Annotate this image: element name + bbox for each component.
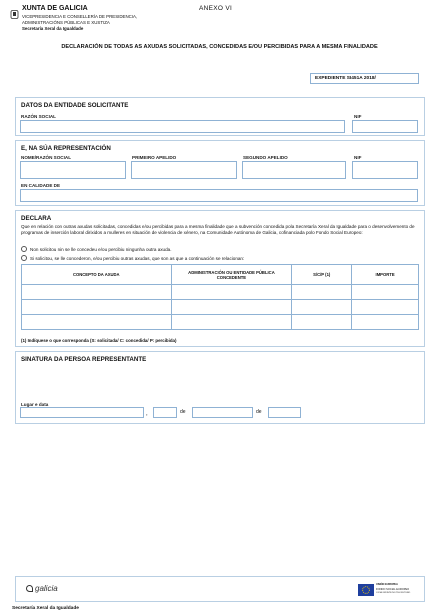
option-none-radio[interactable] [21, 246, 27, 252]
galicia-logo [26, 584, 58, 593]
option-yes-radio[interactable] [21, 255, 27, 261]
representation-section [15, 140, 425, 206]
representation-title: E, NA SÚA REPRESENTACIÓN [21, 145, 111, 152]
org-line-4: Secretaría Xeral da Igualdade [22, 26, 84, 31]
option-none-label: Non solicitou nin se lle concedeu e/ou percibiu ningunha outra axuda. [30, 247, 172, 252]
declara-title: DECLARA [21, 215, 52, 222]
org-line-3: ADMINISTRACIÓNS PÚBLICAS E XUSTIZA [22, 20, 110, 25]
comma-label: , [146, 411, 148, 417]
cell-administration[interactable] [171, 300, 292, 315]
rep-name-label: NOME/RAZÓN SOCIAL [21, 155, 72, 160]
xunta-logo [10, 6, 19, 15]
option-yes-label: Si solicitou, se lle concederon, e/ou percibiu outras axudas, que son as que a continuación se relacionan: [30, 256, 245, 261]
signature-section [15, 351, 425, 424]
entity-title: DATOS DA ENTIDADE SOLICITANTE [21, 102, 129, 109]
entity-section [15, 97, 425, 136]
entity-nif-field[interactable] [352, 120, 418, 133]
entity-nif-label: NIF [354, 114, 362, 119]
footer-box [15, 576, 425, 602]
rep-nif-label: NIF [354, 155, 362, 160]
expediente-box [310, 73, 419, 84]
day-field[interactable] [153, 407, 177, 418]
cell-scp[interactable] [292, 285, 352, 300]
footer-secretaria: Secretaría Xeral da Igualdade [12, 606, 79, 611]
footnote: (1) Indíquese o que corresponda (S: solicitada/ C: concedida/ P: percibida) [21, 338, 177, 343]
month-field[interactable] [192, 407, 253, 418]
aid-table [21, 264, 419, 330]
table-row [22, 285, 419, 300]
cell-amount[interactable] [352, 315, 419, 330]
de-label-1: de [180, 409, 186, 415]
cell-scp[interactable] [292, 300, 352, 315]
capacity-field[interactable] [20, 189, 418, 202]
de-label-2: de [256, 409, 262, 415]
cell-concept[interactable] [22, 285, 172, 300]
table-row [22, 300, 419, 315]
eu-flag-icon [358, 584, 374, 596]
eu-line-3: O FSE INVISTE NO TEU FUTURO [376, 592, 411, 594]
cell-concept[interactable] [22, 315, 172, 330]
cell-scp[interactable] [292, 315, 352, 330]
place-date-label: Lugar e data [21, 402, 49, 407]
expediente-label: EXPEDIENTE SI451A 2018/ [315, 76, 376, 81]
rep-surname1-label: PRIMEIRO APELIDO [132, 155, 177, 160]
place-field[interactable] [20, 407, 144, 418]
annex-label: ANEXO VI [199, 5, 233, 12]
galicia-logo-text: galicia [35, 584, 58, 593]
capacity-label: EN CALIDADE DE [21, 183, 61, 188]
header-concept: CONCEPTO DA AXUDA [22, 265, 172, 285]
rep-name-field[interactable] [20, 161, 126, 179]
document-title: DECLARACIÓN DE TODAS AS AXUDAS SOLICITADAS, CONCEDIDAS E/OU PERCIBIDAS PARA A MESMA FINALIDADE [61, 44, 378, 50]
org-line-2: VICEPRESIDENCIA E CONSELLERÍA DE PRESIDENCIA, [22, 14, 138, 19]
header-administration: ADMINISTRACIÓN OU ENTIDADE PÚBLICA CONCEDENTE [171, 265, 292, 285]
eu-line-2: FONDO SOCIAL EUROPEO [376, 588, 410, 591]
cell-amount[interactable] [352, 300, 419, 315]
galicia-logo-icon [26, 585, 33, 592]
rep-nif-field[interactable] [352, 161, 418, 179]
rep-surname1-field[interactable] [131, 161, 237, 179]
cell-concept[interactable] [22, 300, 172, 315]
org-name: XUNTA DE GALICIA [22, 5, 88, 12]
signature-title: SINATURA DA PERSOA REPRESENTANTE [21, 356, 147, 363]
declara-text: Que en relación con outras axudas solicitadas, concedidas e/ou percibidas para a mesma finalidade que a subvención concedida pola Secretaría Xeral da Igualdade para o desenvolvemento de programas de inserción laboral dirixidos a mulleres en situación de violencia de xénero, na Comunidade Autónoma de Galicia, cofinanciada polo Fondo Social Europeo: [21, 224, 415, 236]
xunta-crest-icon [10, 10, 19, 19]
table-row [22, 315, 419, 330]
razon-social-field[interactable] [20, 120, 345, 133]
cell-amount[interactable] [352, 285, 419, 300]
eu-line-1: UNIÓN EUROPEA [376, 583, 398, 586]
declara-section [15, 210, 425, 347]
year-field[interactable] [268, 407, 301, 418]
rep-surname2-label: SEGUNDO APELIDO [243, 155, 288, 160]
razon-social-label: RAZÓN SOCIAL [21, 114, 56, 119]
header-scp: S/C/P (1) [292, 265, 352, 285]
cell-administration[interactable] [171, 315, 292, 330]
eu-logo [358, 581, 422, 599]
header-amount: IMPORTE [352, 265, 419, 285]
rep-surname2-field[interactable] [242, 161, 346, 179]
cell-administration[interactable] [171, 285, 292, 300]
